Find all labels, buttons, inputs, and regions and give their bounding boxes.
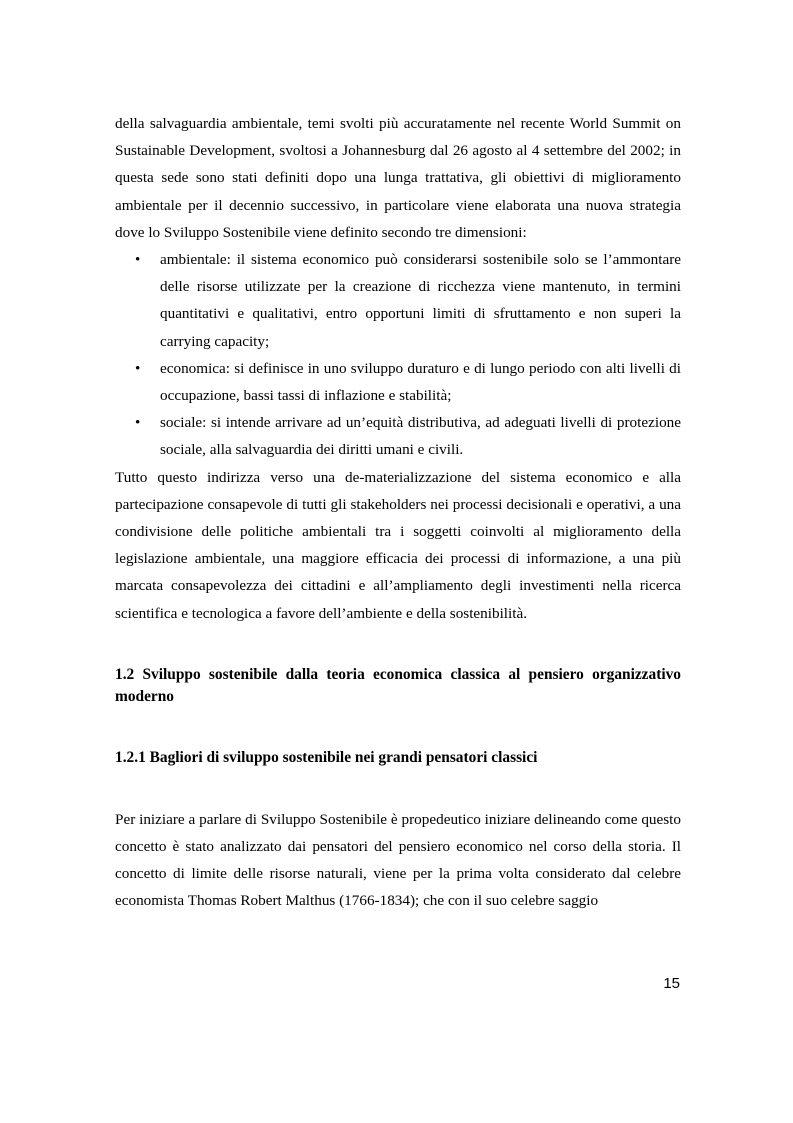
bullet-icon: • [135,414,141,432]
list-item-text: economica: si definisce in uno sviluppo duraturo e di lungo periodo con alti livelli di occupazione, bassi tassi di inflazione e stabilità; [160,359,681,405]
dimensions-list [115,246,681,464]
list-item-text: ambientale: il sistema economico può considerarsi sostenibile solo se l’ammontare delle risorse utilizzate per la creazione di ricchezza viene mantenuto, in termini quantitativi e qualitativi, entro opportuni limiti di sfruttamento e non superi la carrying capacity; [160,251,681,350]
page-content [115,110,681,915]
section-heading: 1.2 Sviluppo sostenibile dalla teoria economica classica al pensiero organizzativo moderno [115,665,681,705]
closing-paragraph: Per iniziare a parlare di Sviluppo Sostenibile è propedeutico iniziare delineando come questo concetto è stato analizzato dai pensatori del pensiero economico nel corso della storia. Il concetto di limite delle risorse naturali, viene per la prima volta considerato dal celebre economista Thomas Robert Malthus (1766-1834); che con il suo celebre saggio [115,810,681,910]
subsection-heading: 1.2.1 Bagliori di sviluppo sostenibile nei grandi pensatori classici [115,748,538,766]
list-item [115,355,681,409]
summary-paragraph: Tutto questo indirizza verso una de-materializzazione del sistema economico e alla partecipazione consapevole di tutti gli stakeholders nei processi decisionali e operativi, a una condivisione delle politiche ambientali tra i soggetti coinvolti al miglioramento della legislazione ambientale, una maggiore efficacia dei processi di informazione, a una più marcata consapevolezza dei cittadini e all’ampliamento degli investimenti nella ricerca scientifica e tecnologica a favore dell’ambiente e della sostenibilità. [115,468,681,622]
list-item [115,409,681,463]
list-item-text: sociale: si intende arrivare ad un’equità distributiva, ad adeguati livelli di protezione sociale, alla salvaguardia dei diritti umani e civili. [160,414,681,459]
intro-paragraph: della salvaguardia ambientale, temi svolti più accuratamente nel recente World Summit on Sustainable Development, svoltosi a Johannesburg dal 26 agosto al 4 settembre del 2002; in questa sede sono stati definiti dopo una lunga trattativa, gli obiettivi di miglioramento ambientale per il decennio successivo, in particolare viene elaborata una nuova strategia dove lo Sviluppo Sostenibile viene definito secondo tre dimensioni: [115,115,681,241]
list-item [115,246,681,355]
bullet-icon: • [135,251,141,269]
page-number: 15 [663,975,680,992]
bullet-icon: • [135,359,141,377]
